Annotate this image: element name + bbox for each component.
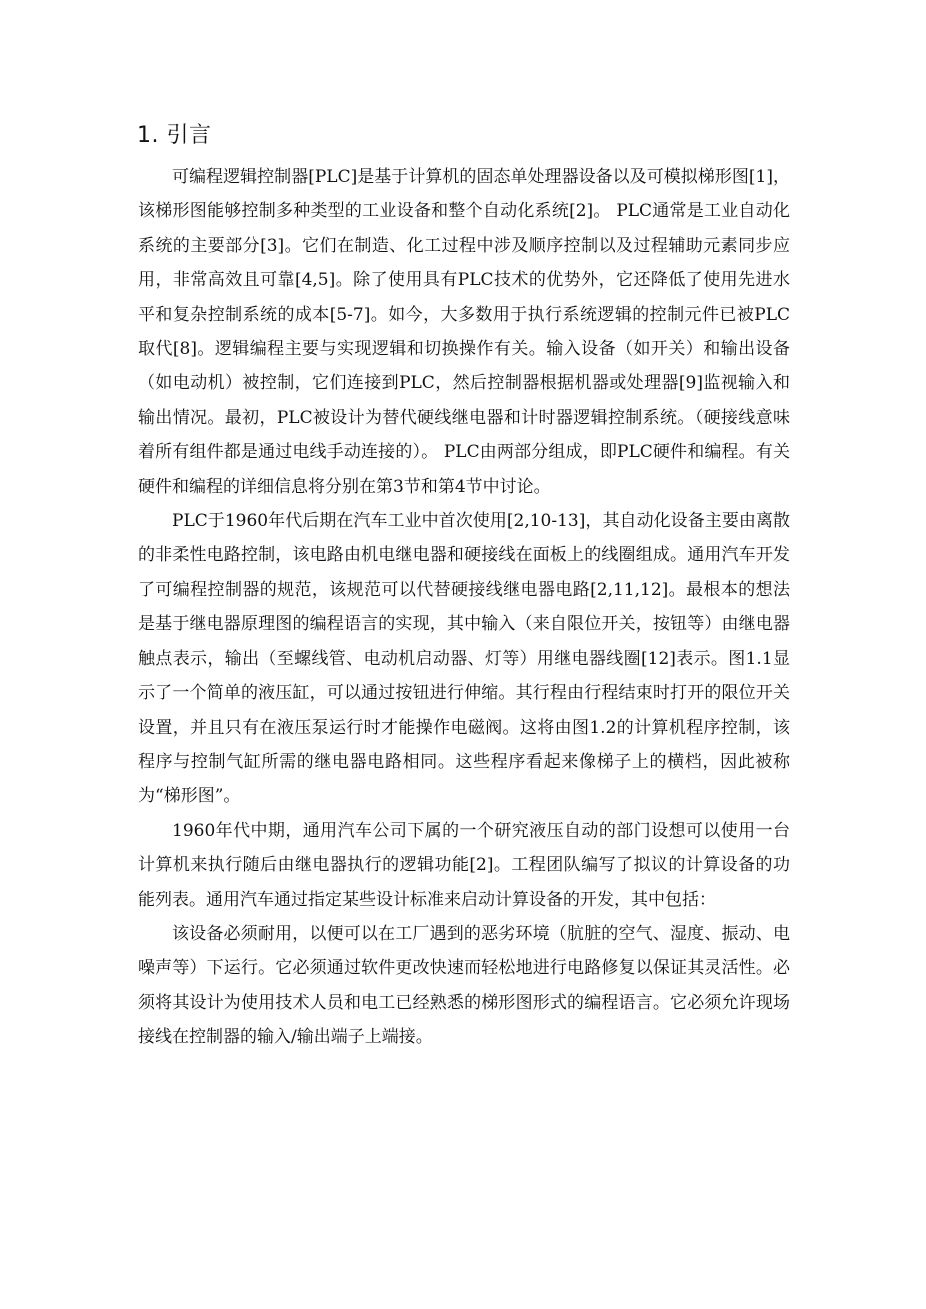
section-title: 1. 引言 (137, 123, 212, 148)
body-text (138, 160, 790, 1055)
paragraph-plc-definition: 可编程逻辑控制器[PLC]是基于计算机的固态单处理器设备以及可模拟梯形图[1]，该梯形图能够控制多种类型的工业设备和整个自动化系统[2]。 PLC通常是工业自动化系统的主要部分[3]。它们在制造、化工过程中涉及顺序控制以及过程辅助元素同步应用，非常高效且可靠[4,5]。除了使用具有PLC技术的优势外，它还降低了使用先进水平和复杂控制系统的成本[5-7]。如今，大多数用于执行系统逻辑的控制元件已被PLC取代[8]。逻辑编程主要与实现逻辑和切换操作有关。输入设备（如开关）和输出设备（如电动机）被控制，它们连接到PLC，然后控制器根据机器或处理器[9]监视输入和输出情况。最初，PLC被设计为替代硬线继电器和计时器逻辑控制系统。（硬接线意味着所有组件都是通过电线手动连接的）。 PLC由两部分组成，即PLC硬件和编程。有关硬件和编程的详细信息将分别在第3节和第4节中讨论。 (138, 167, 790, 497)
paragraph-plc-history: PLC于1960年代后期在汽车工业中首次使用[2,10-13]，其自动化设备主要由离散的非柔性电路控制，该电路由机电继电器和硬接线在面板上的线圈组成。通用汽车开发了可编程控制器的规范，该规范可以代替硬接线继电器电路[2,11,12]。最根本的想法是基于继电器原理图的编程语言的实现，其中输入（来自限位开关，按钮等）由继电器触点表示，输出（至螺线管、电动机启动器、灯等）用继电器线圈[12]表示。图1.1显示了一个简单的液压缸，可以通过按钮进行伸缩。其行程由行程结束时打开的限位开关设置，并且只有在液压泵运行时才能操作电磁阀。这将由图1.2的计算机程序控制，该程序与控制气缸所需的继电器电路相同。这些程序看起来像梯子上的横档，因此被称为“梯形图”。 (138, 511, 790, 807)
paragraph-gm-requirements: 1960年代中期，通用汽车公司下属的一个研究液压自动的部门设想可以使用一台计算机来执行随后由继电器执行的逻辑功能[2]。工程团队编写了拟议的计算设备的功能列表。通用汽车通过指定某些设计标准来启动计算设备的开发，其中包括： (138, 820, 790, 910)
paragraph-design-criteria: 该设备必须耐用，以便可以在工厂遇到的恶劣环境（肮脏的空气、湿度、振动、电噪声等）下运行。它必须通过软件更改快速而轻松地进行电路修复以保证其灵活性。必须将其设计为使用技术人员和电工已经熟悉的梯形图形式的编程语言。它必须允许现场接线在控制器的输入/输出端子上端接。 (138, 923, 790, 1048)
